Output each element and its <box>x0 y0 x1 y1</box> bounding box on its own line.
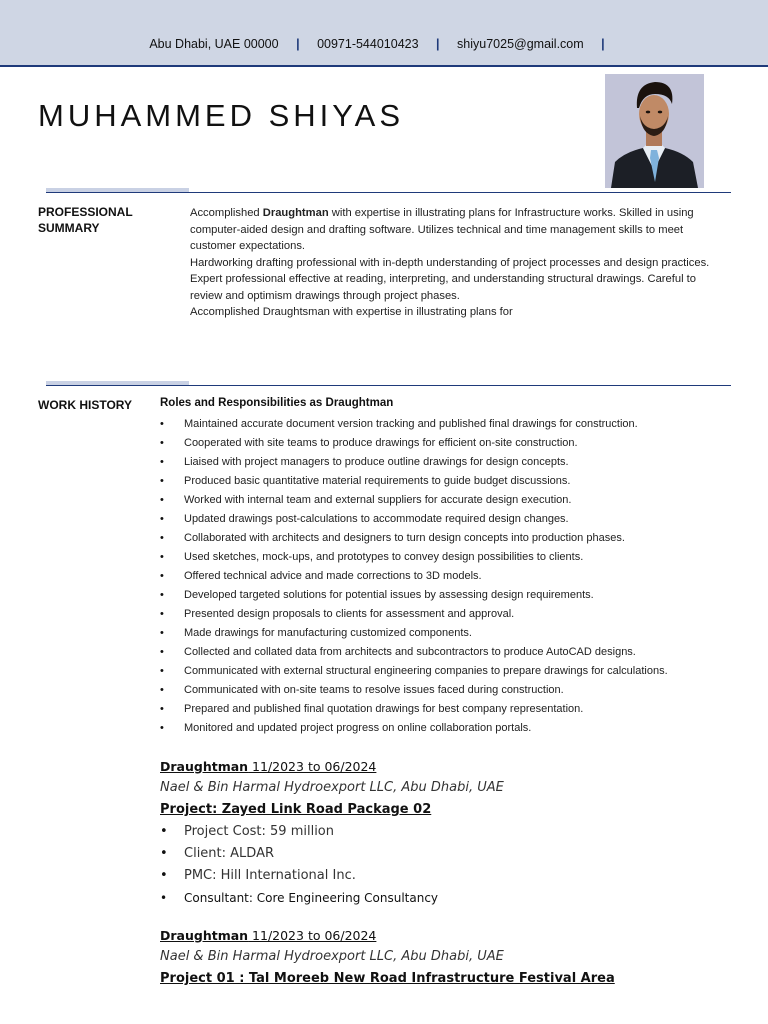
list-item: • Communicated with on-site teams to resolve issues faced during construction. <box>160 681 730 700</box>
summary-paragraph: Hardworking drafting professional with in-depth understanding of project processes and design practices. <box>190 256 710 269</box>
list-item: • Cooperated with site teams to produce drawings for efficient on-site construction. <box>160 434 730 453</box>
contact-separator: | <box>296 37 300 51</box>
list-item: • Collected and collated data from architects and subcontractors to produce AutoCAD designs. <box>160 643 730 662</box>
work-history-title: WORK HISTORY <box>38 398 133 412</box>
summary-title-line: SUMMARY <box>38 221 100 235</box>
contact-line <box>0 37 768 51</box>
list-item: • Offered technical advice and made corrections to 3D models. <box>160 567 730 586</box>
contact-separator: | <box>436 37 440 51</box>
list-item: • Prepared and published final quotation drawings for best company representation. <box>160 700 730 719</box>
summary-text <box>190 205 730 321</box>
profile-photo <box>605 74 704 188</box>
summary-paragraph <box>190 205 730 255</box>
summary-section-title <box>38 204 133 236</box>
job-entry <box>160 756 730 909</box>
summary-text-span: Accomplished <box>190 207 263 219</box>
job-role: Draughtman <box>160 928 249 943</box>
job-entry <box>160 925 730 990</box>
job-project: Project: Zayed Link Road Package 02 <box>160 802 432 817</box>
contact-separator: | <box>601 37 605 51</box>
list-item: • Worked with internal team and external suppliers for accurate design execution. <box>160 491 730 510</box>
list-item: • Used sketches, mock-ups, and prototypes to convey design possibilities to clients. <box>160 548 730 567</box>
roles-title: Roles and Responsibilities as Draughtman <box>160 397 394 409</box>
contact-phone: 00971-544010423 <box>317 37 419 51</box>
list-item: • Updated drawings post-calculations to accommodate required design changes. <box>160 510 730 529</box>
contact-header-bar <box>0 0 768 67</box>
contact-address: Abu Dhabi, UAE 00000 <box>149 37 279 51</box>
list-item: • Project Cost: 59 million <box>160 821 730 843</box>
list-item: • Client: ALDAR <box>160 843 730 865</box>
list-item: • Liaised with project managers to produce outline drawings for design concepts. <box>160 453 730 472</box>
responsibilities-list <box>160 415 730 738</box>
project-details-list <box>160 821 730 909</box>
summary-title-line: PROFESSIONAL <box>38 205 133 219</box>
job-title <box>160 925 730 946</box>
contact-email[interactable]: shiyu7025@gmail.com <box>457 37 584 51</box>
summary-text-span: with expertise in illustrating plans for Infrastructure works. Skilled in using computer-aided design and drafting software. Utilizes technical and time management skills to meet customer expectations. <box>190 207 694 252</box>
list-item: • Collaborated with architects and designers to turn design concepts into production phases. <box>160 529 730 548</box>
summary-paragraph: Expert professional effective at reading, interpreting, and understanding structural drawings. Careful to review and optimism drawings through project phases. <box>190 273 697 302</box>
job-title <box>160 756 730 777</box>
list-item: • Produced basic quantitative material requirements to guide budget discussions. <box>160 472 730 491</box>
list-item: • Monitored and updated project progress on online collaboration portals. <box>160 719 730 738</box>
list-item: • Presented design proposals to clients for assessment and approval. <box>160 605 730 624</box>
job-company: Nael & Bin Harmal Hydroexport LLC, Abu Dhabi, UAE <box>160 780 504 795</box>
summary-paragraph: Accomplished Draughtsman with expertise in illustrating plans for <box>190 306 513 318</box>
job-dates: 11/2023 to 06/2024 <box>248 928 377 943</box>
list-item: • Consultant: Core Engineering Consultancy <box>160 887 730 909</box>
list-item: • Maintained accurate document version tracking and published final drawings for construction. <box>160 415 730 434</box>
job-project: Project 01 : Tal Moreeb New Road Infrastructure Festival Area <box>160 971 615 986</box>
candidate-name: MUHAMMED SHIYAS <box>38 98 405 133</box>
list-item: • Developed targeted solutions for potential issues by assessing design requirements. <box>160 586 730 605</box>
job-role: Draughtman <box>160 759 249 774</box>
list-item: • Made drawings for manufacturing customized components. <box>160 624 730 643</box>
job-dates: 11/2023 to 06/2024 <box>248 759 377 774</box>
list-item: • PMC: Hill International Inc. <box>160 865 730 887</box>
section-divider <box>46 385 731 386</box>
portrait-illustration <box>605 74 704 188</box>
section-divider <box>46 192 731 193</box>
summary-bold-role: Draughtman <box>262 207 329 219</box>
list-item: • Communicated with external structural engineering companies to prepare drawings for calculations. <box>160 662 730 681</box>
job-company: Nael & Bin Harmal Hydroexport LLC, Abu Dhabi, UAE <box>160 949 504 964</box>
